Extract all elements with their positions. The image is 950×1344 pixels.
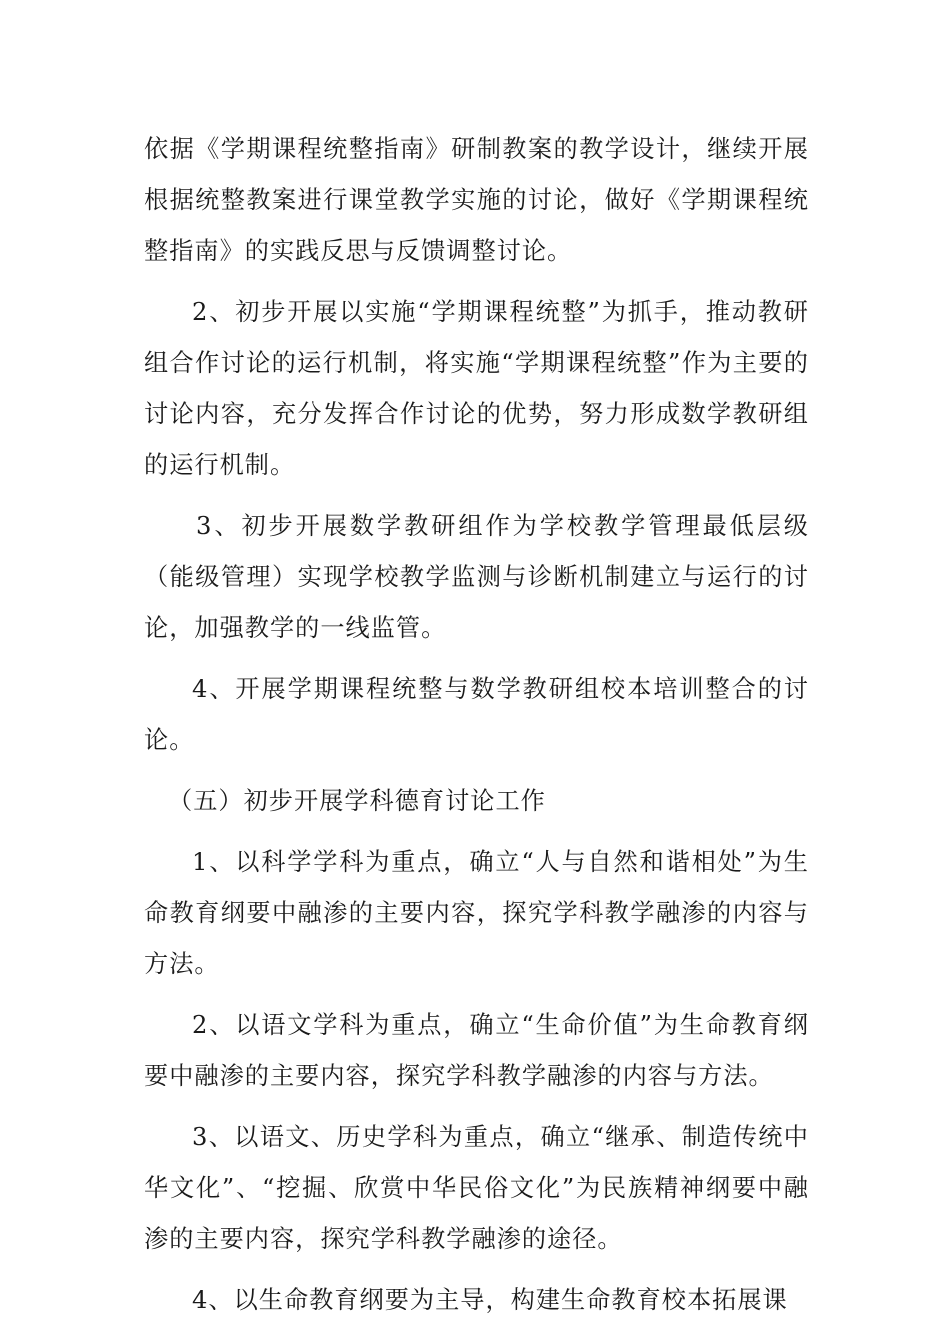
paragraph-item-2-b: 2、以语文学科为重点，确立“生命价值”为生命教育纲要中融渗的主要内容，探究学科教学融渗的内容与方法。: [144, 1011, 809, 1090]
paragraph-item-3-b: 3、以语文、历史学科为重点，确立“继承、制造传统中华文化”、“挖掘、欣赏中华民俗文化”为民族精神纲要中融渗的主要内容，探究学科教学融渗的途径。: [144, 1123, 809, 1253]
paragraph-item-4-b: 4、以生命教育纲要为主导，构建生命教育校本拓展课: [192, 1286, 788, 1314]
paragraph-continuation: 依据《学期课程统整指南》研制教案的教学设计，继续开展根据统整教案进行课堂教学实施的讨论，做好《学期课程统整指南》的实践反思与反馈调整讨论。: [144, 135, 809, 265]
paragraph-item-1: 1、以科学学科为重点，确立“人与自然和谐相处”为生命教育纲要中融渗的主要内容，探究学科教学融渗的内容与方法。: [144, 848, 809, 978]
document-body: [144, 124, 809, 1326]
paragraph-item-3: 3、初步开展数学教研组作为学校教学管理最低层级（能级管理）实现学校教学监测与诊断机制建立与运行的讨论，加强教学的一线监管。: [144, 512, 809, 642]
paragraph-item-4: 4、开展学期课程统整与数学教研组校本培训整合的讨论。: [144, 675, 809, 754]
paragraph-item-2: 2、初步开展以实施“学期课程统整”为抓手，推动教研组合作讨论的运行机制，将实施“学期课程统整”作为主要的讨论内容，充分发挥合作讨论的优势，努力形成数学教研组的运行机制。: [144, 298, 809, 479]
section-heading: （五）初步开展学科德育讨论工作: [168, 787, 546, 815]
